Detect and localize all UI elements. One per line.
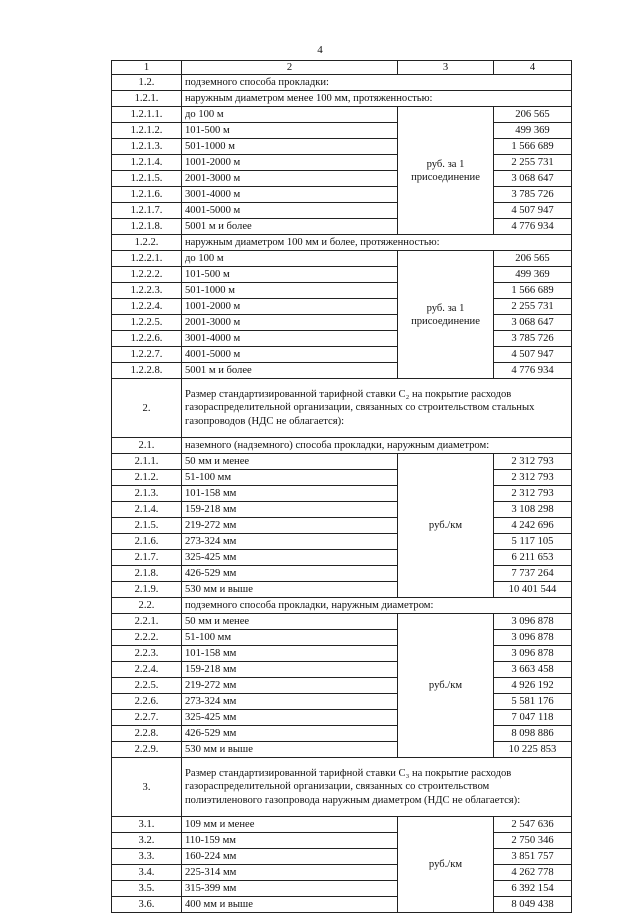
tariff-table (111, 60, 572, 913)
rate-value: 8 049 438 (494, 897, 572, 913)
row-number: 1.2.2. (112, 235, 182, 251)
table-row (112, 865, 572, 881)
rate-value: 5 581 176 (494, 694, 572, 710)
subsection-row (112, 438, 572, 454)
header-cell: 1 (112, 61, 182, 75)
rate-value: 4 507 947 (494, 203, 572, 219)
table-row (112, 187, 572, 203)
table-row (112, 107, 572, 123)
row-description: 50 мм и менее (182, 614, 398, 630)
row-number: 1.2.2.4. (112, 299, 182, 315)
row-description: 101-500 м (182, 267, 398, 283)
section-heading-row (112, 379, 572, 438)
rate-value: 4 776 934 (494, 219, 572, 235)
row-number: 2.1.4. (112, 502, 182, 518)
rate-value: 3 068 647 (494, 315, 572, 331)
rate-value: 3 785 726 (494, 331, 572, 347)
section-description: подземного способа прокладки, наружным диаметром: (182, 598, 572, 614)
row-description: 109 мм и менее (182, 817, 398, 833)
rate-value: 10 225 853 (494, 742, 572, 758)
row-description: 530 мм и выше (182, 582, 398, 598)
row-description: 159-218 мм (182, 502, 398, 518)
subsection-row (112, 91, 572, 107)
table-row (112, 315, 572, 331)
rate-value: 499 369 (494, 267, 572, 283)
row-number: 1.2.1.3. (112, 139, 182, 155)
row-number: 2.2. (112, 598, 182, 614)
table-header-row (112, 61, 572, 75)
header-cell: 4 (494, 61, 572, 75)
rate-value: 4 776 934 (494, 363, 572, 379)
row-description: 225-314 мм (182, 865, 398, 881)
row-description: 110-159 мм (182, 833, 398, 849)
row-number: 1.2.1.6. (112, 187, 182, 203)
section-description: наружным диаметром 100 мм и более, протяженностью: (182, 235, 572, 251)
row-number: 1.2.2.7. (112, 347, 182, 363)
row-description: 51-100 мм (182, 630, 398, 646)
row-description: 4001-5000 м (182, 347, 398, 363)
row-number: 2.1.1. (112, 454, 182, 470)
rate-value: 206 565 (494, 107, 572, 123)
table-row (112, 678, 572, 694)
row-description: 325-425 мм (182, 710, 398, 726)
row-number: 2.1.2. (112, 470, 182, 486)
table-row (112, 363, 572, 379)
rate-value: 10 401 544 (494, 582, 572, 598)
table-row (112, 518, 572, 534)
section-heading-row (112, 758, 572, 817)
row-description: 159-218 мм (182, 662, 398, 678)
row-number: 2.2.5. (112, 678, 182, 694)
rate-value: 2 312 793 (494, 454, 572, 470)
row-number: 2.2.7. (112, 710, 182, 726)
row-description: 325-425 мм (182, 550, 398, 566)
rate-value: 4 262 778 (494, 865, 572, 881)
row-number: 2.1.3. (112, 486, 182, 502)
row-number: 1.2.1.5. (112, 171, 182, 187)
row-number: 1.2.1.7. (112, 203, 182, 219)
unit-label: руб./км (428, 520, 463, 531)
row-description: 3001-4000 м (182, 187, 398, 203)
unit-cell (398, 817, 494, 913)
row-description: 400 мм и выше (182, 897, 398, 913)
rate-value: 4 242 696 (494, 518, 572, 534)
row-number: 1.2.1.4. (112, 155, 182, 171)
row-number: 1.2.2.2. (112, 267, 182, 283)
rate-value: 6 392 154 (494, 881, 572, 897)
row-number: 1.2. (112, 75, 182, 91)
rate-value: 6 211 653 (494, 550, 572, 566)
table-row (112, 203, 572, 219)
subsection-row (112, 235, 572, 251)
row-number: 2.1.8. (112, 566, 182, 582)
row-description: 101-500 м (182, 123, 398, 139)
row-description: 160-224 мм (182, 849, 398, 865)
rate-value: 2 547 636 (494, 817, 572, 833)
row-number: 1.2.2.1. (112, 251, 182, 267)
rate-value: 5 117 105 (494, 534, 572, 550)
row-description: до 100 м (182, 107, 398, 123)
unit-label: руб. за 1 (426, 158, 465, 170)
row-description: 426-529 мм (182, 566, 398, 582)
table-row (112, 470, 572, 486)
rate-value: 4 926 192 (494, 678, 572, 694)
row-number: 2.1. (112, 438, 182, 454)
row-number: 1.2.2.3. (112, 283, 182, 299)
rate-value: 3 785 726 (494, 187, 572, 203)
row-description: 4001-5000 м (182, 203, 398, 219)
table-row (112, 742, 572, 758)
row-number: 2.2.6. (112, 694, 182, 710)
row-number: 1.2.1. (112, 91, 182, 107)
section-description: наземного (надземного) способа прокладки, наружным диаметром: (182, 438, 572, 454)
row-number: 3.6. (112, 897, 182, 913)
rate-value: 3 068 647 (494, 171, 572, 187)
row-number: 2. (112, 379, 182, 438)
table-row (112, 486, 572, 502)
table-row (112, 833, 572, 849)
table-row (112, 219, 572, 235)
row-description: 101-158 мм (182, 486, 398, 502)
row-description: 50 мм и менее (182, 454, 398, 470)
row-description: 273-324 мм (182, 694, 398, 710)
row-description: 5001 м и более (182, 363, 398, 379)
table-row (112, 614, 572, 630)
row-number: 1.2.1.1. (112, 107, 182, 123)
table-row (112, 817, 572, 833)
table-row (112, 251, 572, 267)
row-description: 315-399 мм (182, 881, 398, 897)
row-description: 2001-3000 м (182, 315, 398, 331)
row-number: 2.2.2. (112, 630, 182, 646)
rate-value: 499 369 (494, 123, 572, 139)
table-row (112, 123, 572, 139)
unit-cell (398, 614, 494, 758)
row-number: 1.2.1.2. (112, 123, 182, 139)
row-number: 2.2.3. (112, 646, 182, 662)
rate-value: 3 663 458 (494, 662, 572, 678)
unit-label: присоединение (411, 315, 480, 327)
row-description: 219-272 мм (182, 678, 398, 694)
subsection-row (112, 598, 572, 614)
table-row (112, 710, 572, 726)
header-cell: 3 (398, 61, 494, 75)
row-number: 2.2.4. (112, 662, 182, 678)
row-number: 2.1.9. (112, 582, 182, 598)
row-number: 3.2. (112, 833, 182, 849)
section-description: подземного способа прокладки: (182, 75, 572, 91)
section-description: наружным диаметром менее 100 мм, протяженностью: (182, 91, 572, 107)
row-description: 101-158 мм (182, 646, 398, 662)
table-row (112, 299, 572, 315)
row-description: 2001-3000 м (182, 171, 398, 187)
row-number: 1.2.2.8. (112, 363, 182, 379)
row-number: 3.3. (112, 849, 182, 865)
section-description: Размер стандартизированной тарифной ставки С₃ на покрытие расходов газораспределительной организации, связанных со строительством полиэтиленового газопровода наружным диаметром (НДС не облагается): (182, 758, 572, 817)
rate-value: 3 096 878 (494, 646, 572, 662)
table-row (112, 726, 572, 742)
table-row (112, 849, 572, 865)
row-number: 1.2.1.8. (112, 219, 182, 235)
rate-value: 1 566 689 (494, 283, 572, 299)
table-row (112, 582, 572, 598)
table-row (112, 331, 572, 347)
table-row (112, 454, 572, 470)
rate-value: 2 312 793 (494, 470, 572, 486)
rate-value: 2 255 731 (494, 299, 572, 315)
table-row (112, 139, 572, 155)
table-row (112, 566, 572, 582)
unit-label: руб. за 1 (426, 302, 465, 314)
rate-value: 7 047 118 (494, 710, 572, 726)
unit-cell (398, 251, 494, 379)
row-description: 530 мм и выше (182, 742, 398, 758)
table-row (112, 550, 572, 566)
section-description: Размер стандартизированной тарифной ставки С₂ на покрытие расходов газораспределительной организации, связанных со строительством стальных газопроводов (НДС не облагается): (182, 379, 572, 438)
rate-value: 3 096 878 (494, 614, 572, 630)
row-number: 2.2.9. (112, 742, 182, 758)
row-description: 219-272 мм (182, 518, 398, 534)
page-number: 4 (317, 44, 323, 56)
rate-value: 3 851 757 (494, 849, 572, 865)
rate-value: 1 566 689 (494, 139, 572, 155)
rate-value: 2 750 346 (494, 833, 572, 849)
table-row (112, 347, 572, 363)
rate-value: 4 507 947 (494, 347, 572, 363)
rate-value: 7 737 264 (494, 566, 572, 582)
table-row (112, 630, 572, 646)
row-number: 2.1.7. (112, 550, 182, 566)
row-description: 501-1000 м (182, 283, 398, 299)
row-description: 426-529 мм (182, 726, 398, 742)
rate-value: 3 108 298 (494, 502, 572, 518)
unit-label: присоединение (411, 171, 480, 183)
tariff-table-body (112, 61, 572, 913)
table-row (112, 881, 572, 897)
row-number: 2.2.8. (112, 726, 182, 742)
unit-label: руб./км (428, 680, 463, 691)
table-row (112, 646, 572, 662)
rate-value: 8 098 886 (494, 726, 572, 742)
table-row (112, 171, 572, 187)
row-description: до 100 м (182, 251, 398, 267)
rate-value: 206 565 (494, 251, 572, 267)
header-cell: 2 (182, 61, 398, 75)
table-row (112, 534, 572, 550)
rate-value: 2 255 731 (494, 155, 572, 171)
unit-label: руб./км (428, 859, 463, 870)
row-number: 1.2.2.5. (112, 315, 182, 331)
table-row (112, 662, 572, 678)
row-description: 1001-2000 м (182, 155, 398, 171)
row-number: 2.1.5. (112, 518, 182, 534)
unit-cell (398, 454, 494, 598)
row-number: 3.4. (112, 865, 182, 881)
table-row (112, 155, 572, 171)
row-number: 3.1. (112, 817, 182, 833)
row-description: 3001-4000 м (182, 331, 398, 347)
row-number: 3. (112, 758, 182, 817)
table-row (112, 283, 572, 299)
rate-value: 2 312 793 (494, 486, 572, 502)
table-row (112, 694, 572, 710)
row-number: 2.1.6. (112, 534, 182, 550)
subsection-row (112, 75, 572, 91)
table-row (112, 502, 572, 518)
rate-value: 3 096 878 (494, 630, 572, 646)
row-description: 5001 м и более (182, 219, 398, 235)
table-row (112, 267, 572, 283)
row-number: 3.5. (112, 881, 182, 897)
unit-cell (398, 107, 494, 235)
row-description: 1001-2000 м (182, 299, 398, 315)
row-number: 2.2.1. (112, 614, 182, 630)
row-description: 501-1000 м (182, 139, 398, 155)
row-description: 273-324 мм (182, 534, 398, 550)
row-description: 51-100 мм (182, 470, 398, 486)
row-number: 1.2.2.6. (112, 331, 182, 347)
